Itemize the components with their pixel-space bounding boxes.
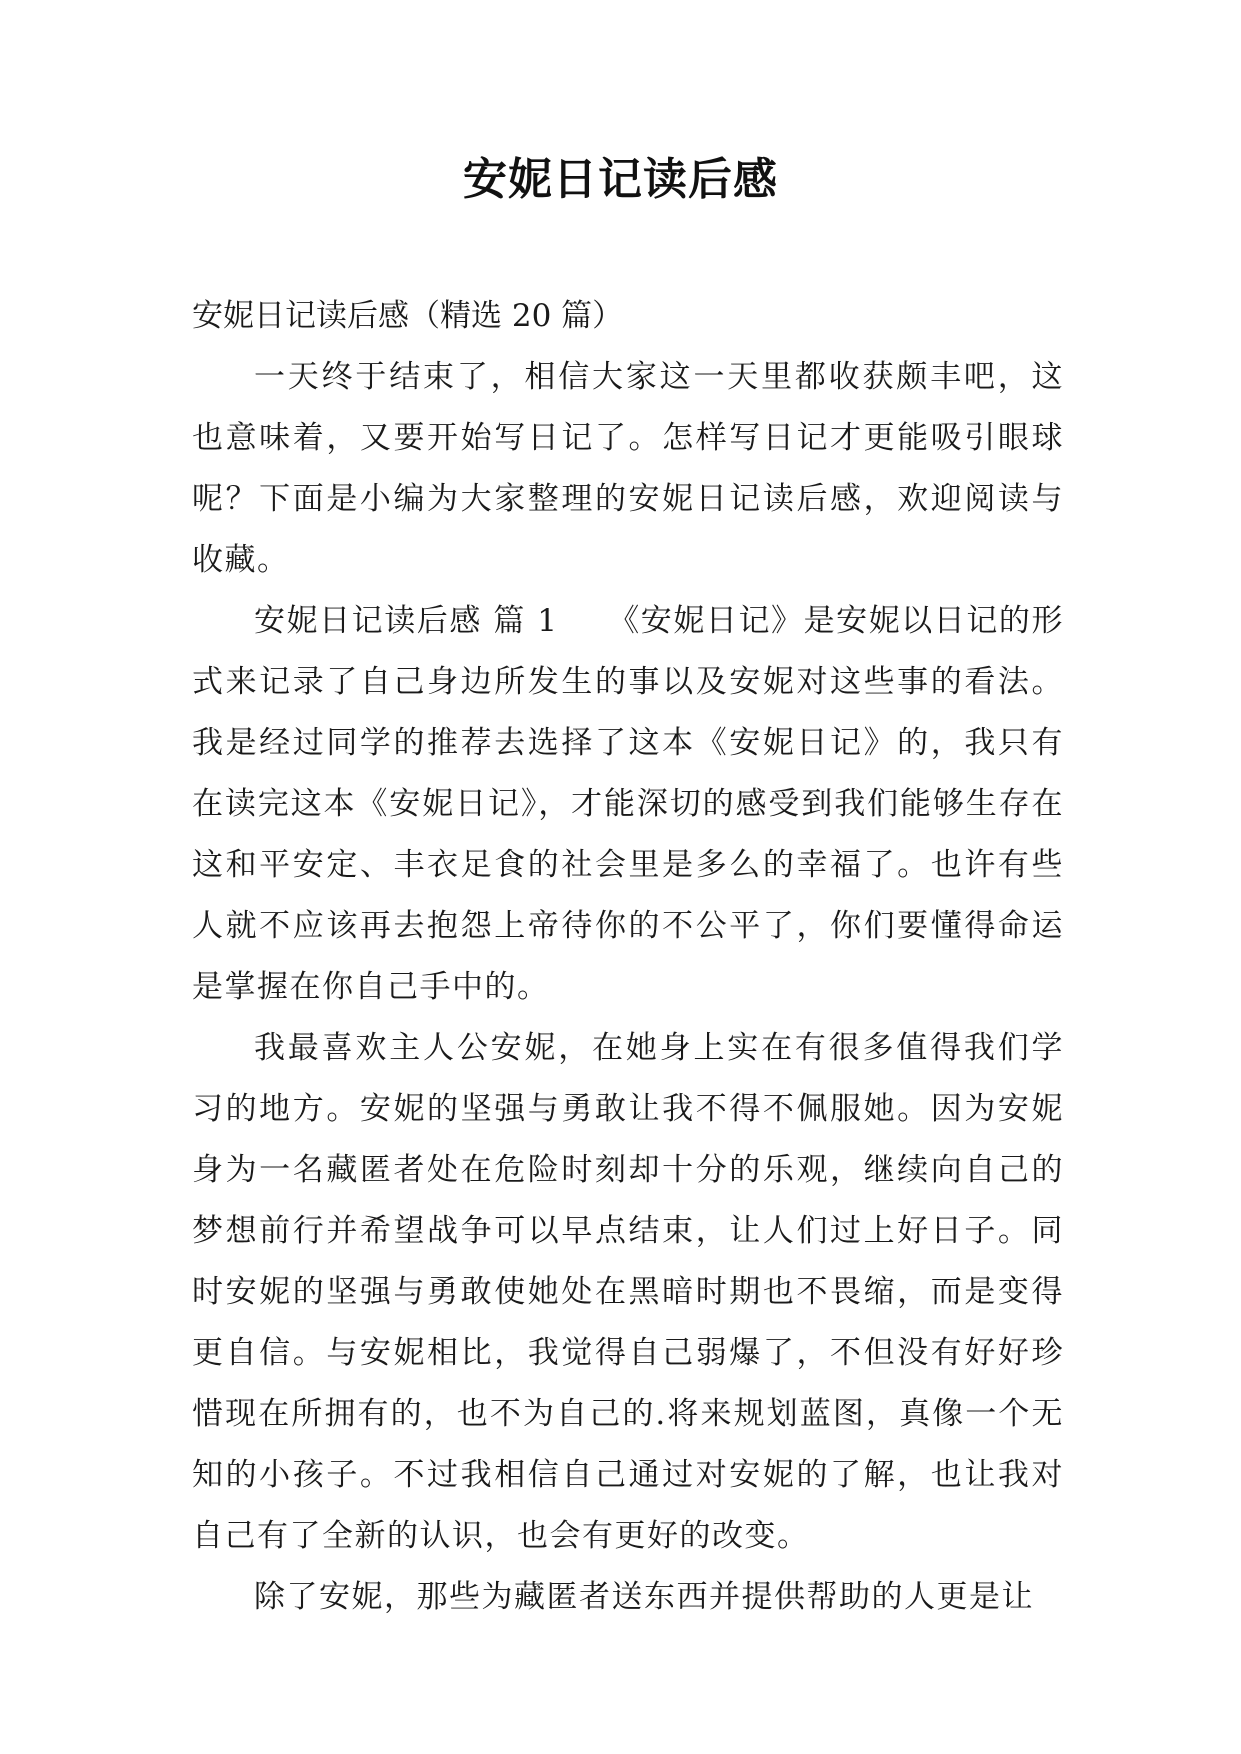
paragraph-2: 我最喜欢主人公安妮，在她身上实在有很多值得我们学习的地方。安妮的坚强与勇敢让我不得不佩服她。因为安妮身为一名藏匿者处在危险时刻却十分的乐观，继续向自己的梦想前行并希望战争可以早点结束，让人们过上好日子。同时安妮的坚强与勇敢使她处在黑暗时期也不畏缩，而是变得更自信。与安妮相比，我觉得自己弱爆了，不但没有好好珍惜现在所拥有的，也不为自己的.将来规划蓝图，真像一个无知的小孩子。不过我相信自己通过对安妮的了解，也让我对自己有了全新的认识，也会有更好的改变。 [192, 1030, 1064, 1554]
paragraph-3: 除了安妮，那些为藏匿者送东西并提供帮助的人更是让 [254, 1579, 1034, 1615]
paragraph-1: 安妮日记读后感 篇 1 《安妮日记》是安妮以日记的形式来记录了自己身边所发生的事以及安妮对这些事的看法。我是经过同学的推荐去选择了这本《安妮日记》的，我只有在读完这本《安妮日记》，才能深切的感受到我们能够生存在这和平安定、丰衣足食的社会里是多么的幸福了。也许有些人就不应该再去抱怨上帝待你的不公平了，你们要懂得命运是掌握在你自己手中的。 [192, 603, 1064, 1005]
paragraph-intro: 一天终于结束了，相信大家这一天里都收获颇丰吧，这也意味着，又要开始写日记了。怎样写日记才更能吸引眼球呢？下面是小编为大家整理的安妮日记读后感，欢迎阅读与收藏。 [192, 359, 1064, 578]
document-body [192, 286, 1064, 1628]
document-title: 安妮日记读后感 [463, 154, 778, 205]
document-subtitle: 安妮日记读后感（精选 20 篇） [192, 298, 624, 334]
